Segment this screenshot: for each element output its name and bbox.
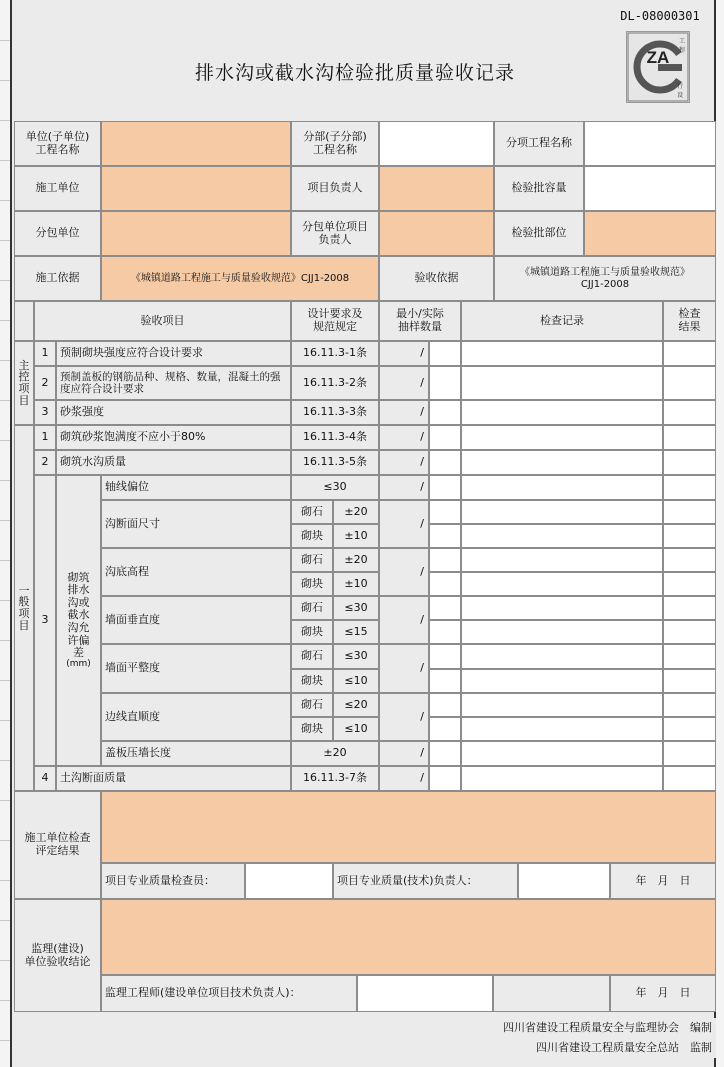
dev-vert-atol: ≤30 <box>333 596 379 620</box>
logo-char-2: 程 <box>679 47 686 54</box>
dev-sec-a: 砌石 <box>291 500 333 524</box>
dev-bottom-btol: ±10 <box>333 572 379 596</box>
dev-flat-sample-b[interactable] <box>429 669 461 693</box>
subitem-label: 分项工程名称 <box>494 121 584 166</box>
gen-no-2: 2 <box>34 450 56 475</box>
dev-axis-sample[interactable] <box>429 475 461 500</box>
sub-value[interactable] <box>101 211 291 256</box>
dev-edge-b: 砌块 <box>291 717 333 741</box>
gen-req-4: 16.11.3-7条 <box>291 766 379 791</box>
capacity-value[interactable] <box>584 166 716 211</box>
acc-basis-value: 《城镇道路工程施工与质量验收规范》 CJJ1-2008 <box>494 256 716 301</box>
dev-axis-record[interactable] <box>461 475 663 500</box>
main-result-1[interactable] <box>663 341 716 366</box>
unit-value[interactable] <box>101 121 291 166</box>
dev-cover-record[interactable] <box>461 741 663 766</box>
tech-label: 项目专业质量(技术)负责人： <box>333 863 518 899</box>
dev-vert-btol: ≤15 <box>333 620 379 644</box>
dev-flat-name: 墙面平整度 <box>101 644 291 693</box>
dev-vert-record-b[interactable] <box>461 620 663 644</box>
pm-label: 项目负责人 <box>291 166 379 211</box>
dev-bottom-result-a[interactable] <box>663 548 716 572</box>
gen-slash-2: / <box>379 450 429 475</box>
engineer-blank <box>493 975 610 1012</box>
dev-bottom-atol: ±20 <box>333 548 379 572</box>
main-no-1: 1 <box>34 341 56 366</box>
sub-label: 分包单位 <box>14 211 101 256</box>
dev-axis-slash: / <box>379 475 429 500</box>
logo-text: ZA <box>646 48 670 67</box>
dev-flat-slash: / <box>379 644 429 693</box>
basis-value: 《城镇道路工程施工与质量验收规范》CJJ1-2008 <box>101 256 379 301</box>
dev-sec-record-b[interactable] <box>461 524 663 548</box>
dev-flat-sample-a[interactable] <box>429 644 461 669</box>
dev-bottom-sample-b[interactable] <box>429 572 461 596</box>
basis-label: 施工依据 <box>14 256 101 301</box>
gen-result-2[interactable] <box>663 450 716 475</box>
main-sample-2[interactable] <box>429 366 461 400</box>
col-result: 检查 结果 <box>663 301 716 341</box>
main-req-2: 16.11.3-2条 <box>291 366 379 400</box>
dev-bottom-a: 砌石 <box>291 548 333 572</box>
part-value[interactable] <box>584 211 716 256</box>
dev-vert-name: 墙面垂直度 <box>101 596 291 644</box>
gen-slash-4: / <box>379 766 429 791</box>
gen-record-1[interactable] <box>461 425 663 450</box>
col-req: 设计要求及 规范规定 <box>291 301 379 341</box>
gen-sample-4[interactable] <box>429 766 461 791</box>
dev-vert-b: 砌块 <box>291 620 333 644</box>
contractor-check-label: 施工单位检查 评定结果 <box>14 791 101 899</box>
dev-vert-result-a[interactable] <box>663 596 716 620</box>
main-req-1: 16.11.3-1条 <box>291 341 379 366</box>
dev-edge-a: 砌石 <box>291 693 333 717</box>
dev-cover-name: 盖板压墙长度 <box>101 741 291 766</box>
dev-flat-result-a[interactable] <box>663 644 716 669</box>
dev-sec-b: 砌块 <box>291 524 333 548</box>
gen-record-2[interactable] <box>461 450 663 475</box>
dev-flat-a: 砌石 <box>291 644 333 669</box>
dev-edge-record-a[interactable] <box>461 693 663 717</box>
dev-vert-slash: / <box>379 596 429 644</box>
gen-slash-1: / <box>379 425 429 450</box>
pm-value[interactable] <box>379 166 494 211</box>
division-value[interactable] <box>379 121 494 166</box>
supervisor-date: 年 月 日 <box>610 975 716 1012</box>
dev-vert-sample-a[interactable] <box>429 596 461 620</box>
dev-bottom-result-b[interactable] <box>663 572 716 596</box>
dev-edge-sample-b[interactable] <box>429 717 461 741</box>
gen-sample-1[interactable] <box>429 425 461 450</box>
main-desc-3: 砂浆强度 <box>56 400 291 425</box>
dev-vert-sample-b[interactable] <box>429 620 461 644</box>
gen-no-4: 4 <box>34 766 56 791</box>
contractor-date: 年 月 日 <box>610 863 716 899</box>
contractor-label: 施工单位 <box>14 166 101 211</box>
dev-sec-name: 沟断面尺寸 <box>101 500 291 548</box>
dev-vert-result-b[interactable] <box>663 620 716 644</box>
acc-basis-label: 验收依据 <box>379 256 494 301</box>
dev-group-label: 砌筑 排水 沟或 截水 沟允 许偏 差 (mm) <box>56 475 101 766</box>
dev-edge-record-b[interactable] <box>461 717 663 741</box>
gen-desc-4: 土沟断面质量 <box>56 766 291 791</box>
contractor-value[interactable] <box>101 166 291 211</box>
main-result-2[interactable] <box>663 366 716 400</box>
page-title: 排水沟或截水沟检验批质量验收记录 <box>110 48 600 100</box>
supervisor-conclusion[interactable] <box>101 899 716 975</box>
dev-edge-result-a[interactable] <box>663 693 716 717</box>
dev-bottom-b: 砌块 <box>291 572 333 596</box>
dev-edge-name: 边线直顺度 <box>101 693 291 741</box>
dev-sec-record-a[interactable] <box>461 500 663 524</box>
main-record-1[interactable] <box>461 341 663 366</box>
main-slash-1: / <box>379 341 429 366</box>
main-result-3[interactable] <box>663 400 716 425</box>
dev-bottom-sample-a[interactable] <box>429 548 461 572</box>
gen-result-1[interactable] <box>663 425 716 450</box>
compiled-by: 四川省建设工程质量安全与监理协会 编制 <box>300 1018 716 1038</box>
main-sample-1[interactable] <box>429 341 461 366</box>
col-record: 检查记录 <box>461 301 663 341</box>
dev-flat-record-b[interactable] <box>461 669 663 693</box>
gen-sample-2[interactable] <box>429 450 461 475</box>
dev-sec-result-b[interactable] <box>663 524 716 548</box>
main-no-3: 3 <box>34 400 56 425</box>
sub-pm-label: 分包单位项目 负责人 <box>291 211 379 256</box>
gen-req-1: 16.11.3-4条 <box>291 425 379 450</box>
dev-edge-atol: ≤20 <box>333 693 379 717</box>
supervised-by: 四川省建设工程质量安全总站 监制 <box>300 1038 716 1058</box>
dev-sec-atol: ±20 <box>333 500 379 524</box>
dev-flat-btol: ≤10 <box>333 669 379 693</box>
main-desc-1: 预制砌块强度应符合设计要求 <box>56 341 291 366</box>
general-label: 一 般 项 目 <box>14 425 34 791</box>
col-sample: 最小/实际 抽样数量 <box>379 301 461 341</box>
dev-flat-result-b[interactable] <box>663 669 716 693</box>
dev-vert-record-a[interactable] <box>461 596 663 620</box>
engineer-sign[interactable] <box>357 975 493 1012</box>
dev-edge-result-b[interactable] <box>663 717 716 741</box>
dev-vert-a: 砌石 <box>291 596 333 620</box>
contractor-check-result[interactable] <box>101 791 716 863</box>
unit-label: 单位(子单位) 工程名称 <box>14 121 101 166</box>
dev-cover-tol: ±20 <box>291 741 379 766</box>
main-no-2: 2 <box>34 366 56 400</box>
main-req-3: 16.11.3-3条 <box>291 400 379 425</box>
main-sample-3[interactable] <box>429 400 461 425</box>
gen-no-1: 1 <box>34 425 56 450</box>
sub-pm-value[interactable] <box>379 211 494 256</box>
dev-cover-slash: / <box>379 741 429 766</box>
gen-result-4[interactable] <box>663 766 716 791</box>
dev-bottom-name: 沟底高程 <box>101 548 291 596</box>
za-logo-icon <box>627 32 689 102</box>
col-item: 验收项目 <box>34 301 291 341</box>
main-slash-3: / <box>379 400 429 425</box>
dev-bottom-record-a[interactable] <box>461 548 663 572</box>
main-record-2[interactable] <box>461 366 663 400</box>
main-record-3[interactable] <box>461 400 663 425</box>
gen-no-3: 3 <box>34 475 56 766</box>
capacity-label: 检验批容量 <box>494 166 584 211</box>
dev-bottom-record-b[interactable] <box>461 572 663 596</box>
supervisor-label: 监理(建设) 单位验收结论 <box>14 899 101 1012</box>
dev-edge-btol: ≤10 <box>333 717 379 741</box>
right-gutter <box>716 0 724 1067</box>
dev-sec-btol: ±10 <box>333 524 379 548</box>
dev-cover-sample[interactable] <box>429 741 461 766</box>
dev-sec-result-a[interactable] <box>663 500 716 524</box>
division-label: 分部(子分部) 工程名称 <box>291 121 379 166</box>
inspector-sign[interactable] <box>245 863 333 899</box>
dev-edge-sample-a[interactable] <box>429 693 461 717</box>
doc-code: DL-08000301 <box>610 6 710 28</box>
gen-desc-2: 砌筑水沟质量 <box>56 450 291 475</box>
dev-sec-slash: / <box>379 500 429 548</box>
gen-req-2: 16.11.3-5条 <box>291 450 379 475</box>
za-logo <box>626 31 690 103</box>
dev-cover-result[interactable] <box>663 741 716 766</box>
header-blank <box>14 301 34 341</box>
logo-char-4: 设 <box>677 92 684 99</box>
main-control-label: 主 控 项 目 <box>14 341 34 425</box>
gen-desc-1: 砌筑砂浆饱满度不应小于80% <box>56 425 291 450</box>
dev-flat-record-a[interactable] <box>461 644 663 669</box>
dev-edge-slash: / <box>379 693 429 741</box>
engineer-label: 监理工程师(建设单位项目技术负责人)： <box>101 975 357 1012</box>
inspector-label: 项目专业质量检查员： <box>101 863 245 899</box>
dev-bottom-slash: / <box>379 548 429 596</box>
left-border-bar <box>10 0 12 1067</box>
dev-sec-sample-b[interactable] <box>429 524 461 548</box>
dev-axis-tol: ≤30 <box>291 475 379 500</box>
subitem-value[interactable] <box>584 121 716 166</box>
main-desc-2: 预制盖板的钢筋品种、规格、数量，混凝土的强度应符合设计要求 <box>56 366 291 400</box>
dev-flat-b: 砌块 <box>291 669 333 693</box>
part-label: 检验批部位 <box>494 211 584 256</box>
dev-axis-name: 轴线偏位 <box>101 475 291 500</box>
dev-sec-sample-a[interactable] <box>429 500 461 524</box>
dev-axis-result[interactable] <box>663 475 716 500</box>
logo-char-1: 工 <box>679 38 686 45</box>
logo-char-3: 行 <box>677 83 684 90</box>
tech-sign[interactable] <box>518 863 610 899</box>
dev-flat-atol: ≤30 <box>333 644 379 669</box>
main-slash-2: / <box>379 366 429 400</box>
gen-record-4[interactable] <box>461 766 663 791</box>
